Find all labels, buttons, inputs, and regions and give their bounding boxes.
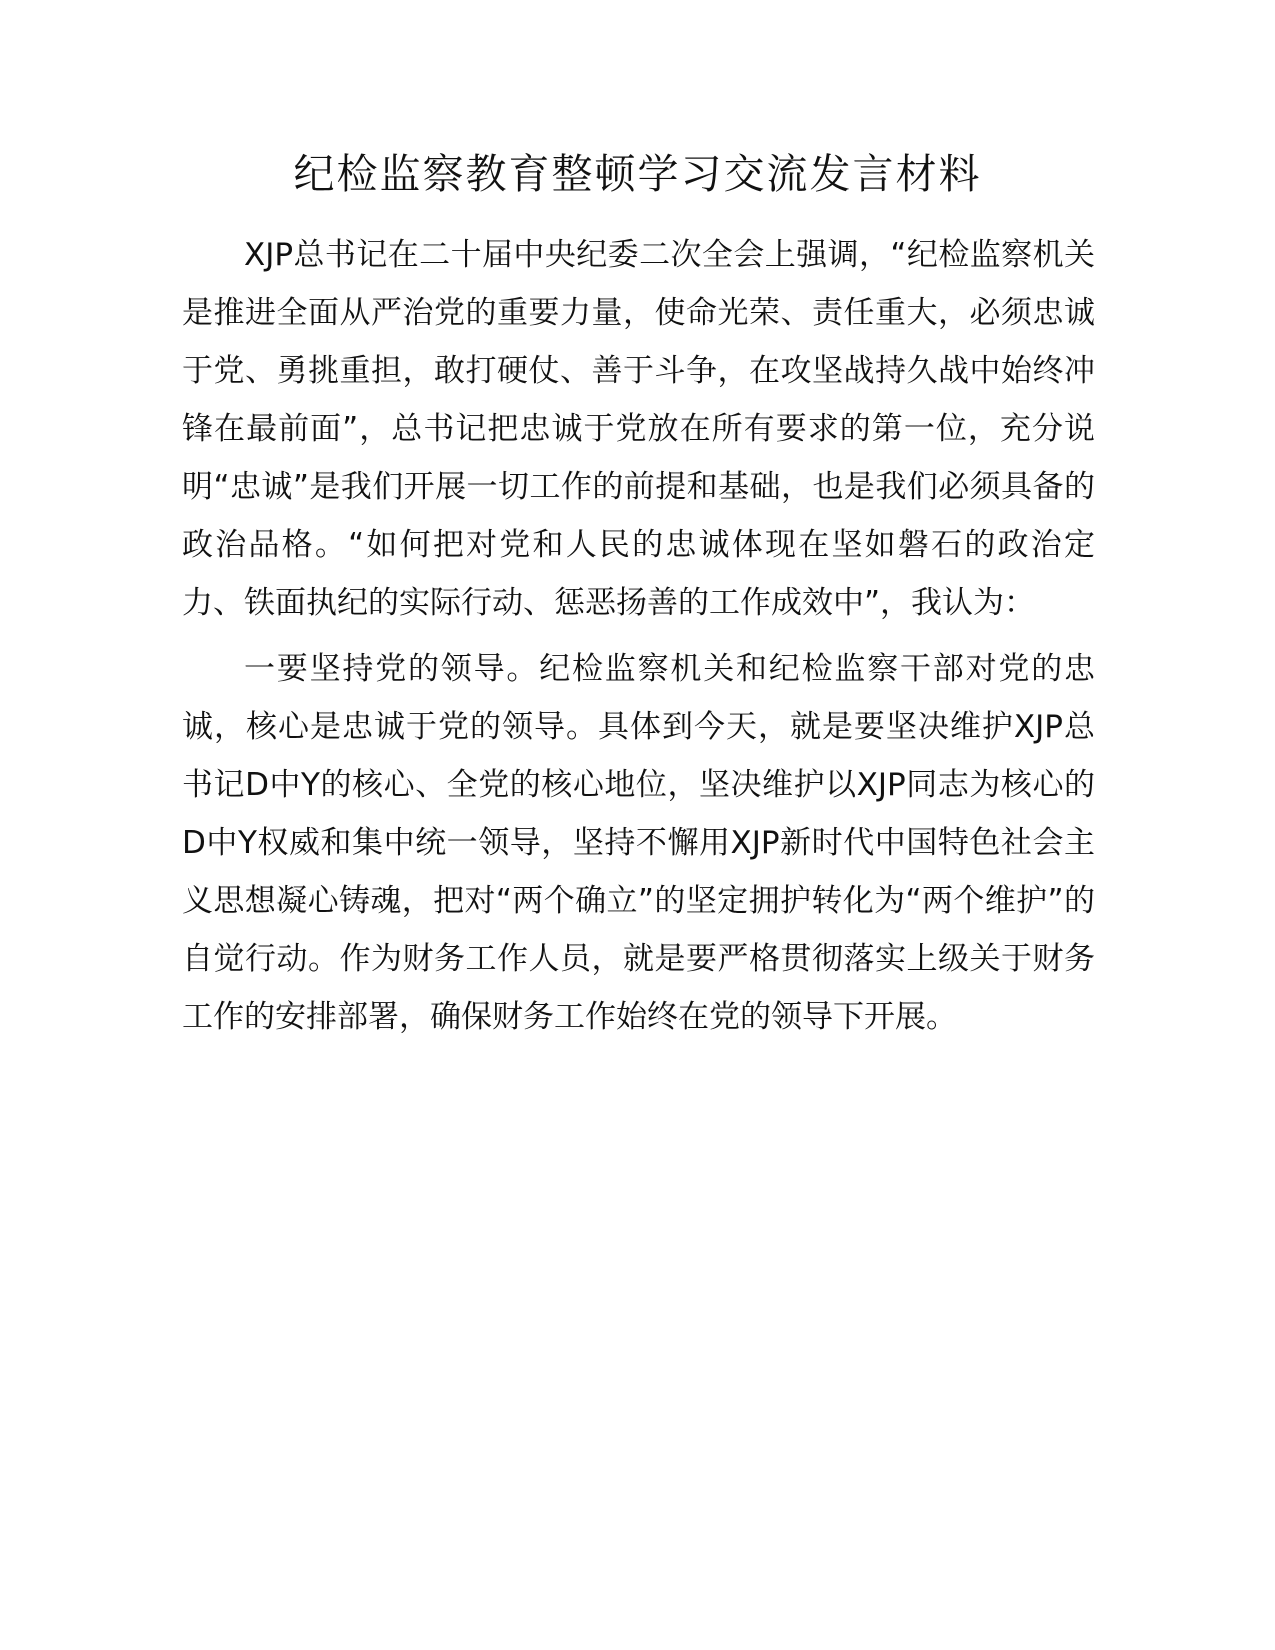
- document-title: 纪检监察教育整顿学习交流发言材料: [293, 150, 982, 198]
- paragraph-party-leadership: 一要坚持党的领导。纪检监察机关和纪检监察干部对党的忠诚，核心是忠诚于党的领导。具体到今天，就是要坚决维护XJP总书记D中Y的核心、全党的核心地位，坚决维护以XJP同志为核心的D中Y权威和集中统一领导，坚持不懈用XJP新时代中国特色社会主义思想凝心铸魂，把对“两个确立”的坚定拥护转化为“两个维护”的自觉行动。作为财务工作人员，就是要严格贯彻落实上级关于财务工作的安排部署，确保财务工作始终在党的领导下开展。: [182, 651, 1095, 1035]
- paragraph-intro: XJP总书记在二十届中央纪委二次全会上强调，“纪检监察机关是推进全面从严治党的重要力量，使命光荣、责任重大，必须忠诚于党、勇挑重担，敢打硬仗、善于斗争，在攻坚战持久战中始终冲锋在最前面”，总书记把忠诚于党放在所有要求的第一位，充分说明“忠诚”是我们开展一切工作的前提和基础，也是我们必须具备的政治品格。“如何把对党和人民的忠诚体现在坚如磐石的政治定力、铁面执纪的实际行动、惩恶扬善的工作成效中”，我认为：: [182, 237, 1095, 621]
- document-body: [182, 226, 1095, 1054]
